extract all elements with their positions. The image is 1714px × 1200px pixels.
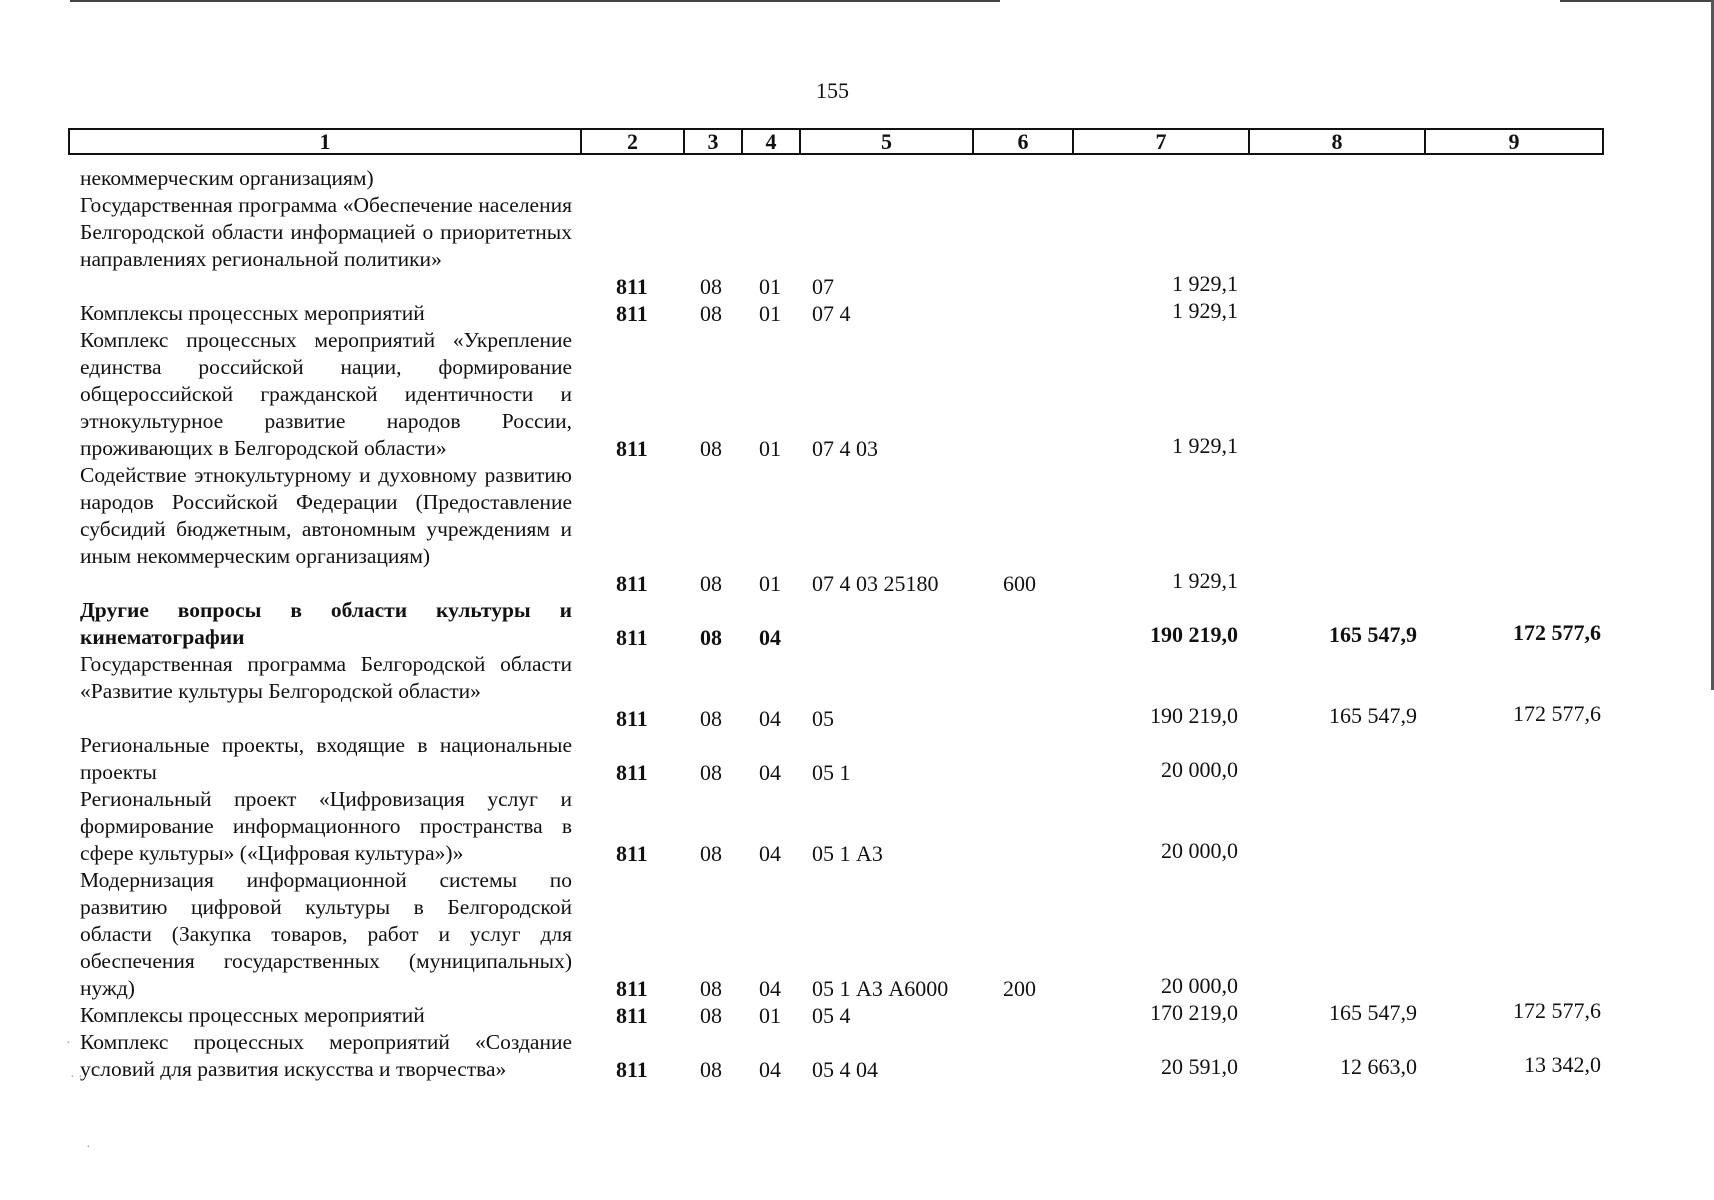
- row-code-target: 05: [812, 706, 834, 731]
- row-code-target: 07 4: [812, 301, 851, 326]
- row-amount-2: 165 547,9: [1329, 622, 1417, 647]
- row-amount-3: 172 577,6: [1513, 998, 1601, 1023]
- row-name: Государственная программа «Обеспечение населения Белгородской области информацией о приоритетных направлениях региональной политики»: [80, 193, 572, 271]
- row-code-section: 08: [700, 436, 722, 461]
- row-code-section: 08: [700, 841, 722, 866]
- row-code-ministry: 811: [616, 760, 648, 785]
- table-row: [0, 597, 1714, 651]
- row-amount-1: 190 219,0: [1150, 622, 1238, 647]
- row-code-ministry: 811: [616, 274, 648, 299]
- row-code-section: 08: [700, 625, 722, 650]
- row-amount-2: 12 663,0: [1340, 1054, 1417, 1079]
- row-name: Комплексы процессных мероприятий: [80, 301, 425, 325]
- table-row: [0, 192, 1714, 300]
- row-code-subsection: 01: [759, 274, 781, 299]
- row-code-ministry: 811: [616, 706, 648, 731]
- row-code-target: 07 4 03: [812, 436, 878, 461]
- header-col-4: 4: [743, 130, 801, 153]
- table-row: [0, 867, 1714, 1002]
- row-code-section: 08: [700, 976, 722, 1001]
- row-amount-1: 20 591,0: [1161, 1054, 1238, 1079]
- table-row: [0, 651, 1714, 732]
- row-code-target: 05 4: [812, 1003, 851, 1028]
- row-code-section: 08: [700, 760, 722, 785]
- table-row: [0, 1029, 1714, 1083]
- row-name: Комплексы процессных мероприятий: [80, 1003, 425, 1027]
- row-code-subsection: 04: [759, 706, 781, 731]
- row-code-subsection: 01: [759, 301, 781, 326]
- table-row: [0, 327, 1714, 462]
- row-amount-1: 1 929,1: [1172, 298, 1238, 323]
- row-code-section: 08: [700, 571, 722, 596]
- scan-speck: ·: [86, 1140, 91, 1155]
- header-col-3: 3: [685, 130, 743, 153]
- row-code-ministry: 811: [616, 625, 648, 650]
- scan-speck: ·: [66, 1036, 71, 1051]
- row-code-target: 05 1 А3: [812, 841, 883, 866]
- row-amount-1: 20 000,0: [1161, 757, 1238, 782]
- header-col-8: 8: [1250, 130, 1426, 153]
- row-name: Государственная программа Белгородской области «Развитие культуры Белгородской области»: [80, 652, 572, 703]
- row-name: Другие вопросы в области культуры и кинематографии: [80, 598, 572, 649]
- row-code-ministry: 811: [616, 301, 648, 326]
- row-amount-3: 172 577,6: [1513, 620, 1601, 645]
- row-code-ministry: 811: [616, 976, 648, 1001]
- row-code-target: 05 1: [812, 760, 851, 785]
- row-code-subsection: 04: [759, 841, 781, 866]
- row-amount-3: 172 577,6: [1513, 701, 1601, 726]
- scan-edge-top-right: [1560, 0, 1714, 2]
- table-row: [0, 786, 1714, 867]
- row-code-target: 05 1 А3 А6000: [812, 976, 949, 1001]
- row-code-subsection: 01: [759, 436, 781, 461]
- row-code-ministry: 811: [616, 841, 648, 866]
- row-code-expense-type: 600: [1003, 571, 1036, 596]
- header-col-9: 9: [1508, 129, 1520, 154]
- row-name: Региональные проекты, входящие в национальные проекты: [80, 733, 572, 784]
- table-row: [0, 732, 1714, 786]
- table-row: [0, 300, 1714, 327]
- table-row: [0, 998, 1714, 1029]
- row-name: Содействие этнокультурному и духовному развитию народов Российской Федерации (Предоставление субсидий бюджетным, автономным учреждениям и иным некоммерческим организациям): [80, 463, 572, 568]
- scan-edge-top: [70, 0, 1000, 2]
- header-col-6: 6: [974, 130, 1074, 153]
- row-amount-1: 1 929,1: [1172, 271, 1238, 296]
- scan-speck: · ·: [70, 1070, 83, 1085]
- row-code-ministry: 811: [616, 1003, 648, 1028]
- row-amount-1: 170 219,0: [1150, 1000, 1238, 1025]
- row-name: Модернизация информационной системы по развитию цифровой культуры в Белгородской области (Закупка товаров, работ и услуг для обеспечения государственных (муниципальных) нужд): [80, 868, 572, 1000]
- row-amount-1: 1 929,1: [1172, 568, 1238, 593]
- row-code-target: 07 4 03 25180: [812, 571, 939, 596]
- row-code-section: 08: [700, 1003, 722, 1028]
- header-col-1: 1: [70, 130, 582, 153]
- row-code-subsection: 01: [759, 1003, 781, 1028]
- row-amount-3: 13 342,0: [1524, 1052, 1601, 1077]
- row-code-section: 08: [700, 1057, 722, 1082]
- table-header: [68, 128, 1604, 155]
- row-code-subsection: 04: [759, 1057, 781, 1082]
- row-amount-1: 20 000,0: [1161, 838, 1238, 863]
- row-code-subsection: 01: [759, 571, 781, 596]
- row-code-expense-type: 200: [1003, 976, 1036, 1001]
- row-code-ministry: 811: [616, 436, 648, 461]
- row-code-subsection: 04: [759, 760, 781, 785]
- row-amount-1: 190 219,0: [1150, 703, 1238, 728]
- header-col-5: 5: [801, 130, 974, 153]
- row-amount-1: 1 929,1: [1172, 433, 1238, 458]
- row-amount-1: 20 000,0: [1161, 973, 1238, 998]
- table-row: [0, 462, 1714, 597]
- header-col-2: 2: [582, 130, 685, 153]
- row-code-target: 05 4 04: [812, 1057, 878, 1082]
- row-name: некоммерческим организациям): [80, 166, 374, 190]
- table-row: [0, 165, 1714, 192]
- row-code-target: 07: [812, 274, 834, 299]
- row-code-section: 08: [700, 301, 722, 326]
- row-code-section: 08: [700, 706, 722, 731]
- row-code-ministry: 811: [616, 571, 648, 596]
- row-amount-2: 165 547,9: [1329, 1000, 1417, 1025]
- row-code-ministry: 811: [616, 1057, 648, 1082]
- row-code-subsection: 04: [759, 976, 781, 1001]
- row-name: Комплекс процессных мероприятий «Создание условий для развития искусства и творчества»: [80, 1030, 572, 1081]
- header-col-7: 7: [1074, 130, 1250, 153]
- row-name: Региональный проект «Цифровизация услуг и формирование информационного пространства в сфере культуры» («Цифровая культура»)»: [80, 787, 572, 865]
- page-number: 155: [816, 78, 849, 103]
- row-amount-2: 165 547,9: [1329, 703, 1417, 728]
- row-code-section: 08: [700, 274, 722, 299]
- row-code-subsection: 04: [759, 625, 781, 650]
- row-name: Комплекс процессных мероприятий «Укрепление единства российской нации, формирование общероссийской гражданской идентичности и этнокультурное развитие народов России, проживающих в Белгородской области»: [80, 328, 572, 460]
